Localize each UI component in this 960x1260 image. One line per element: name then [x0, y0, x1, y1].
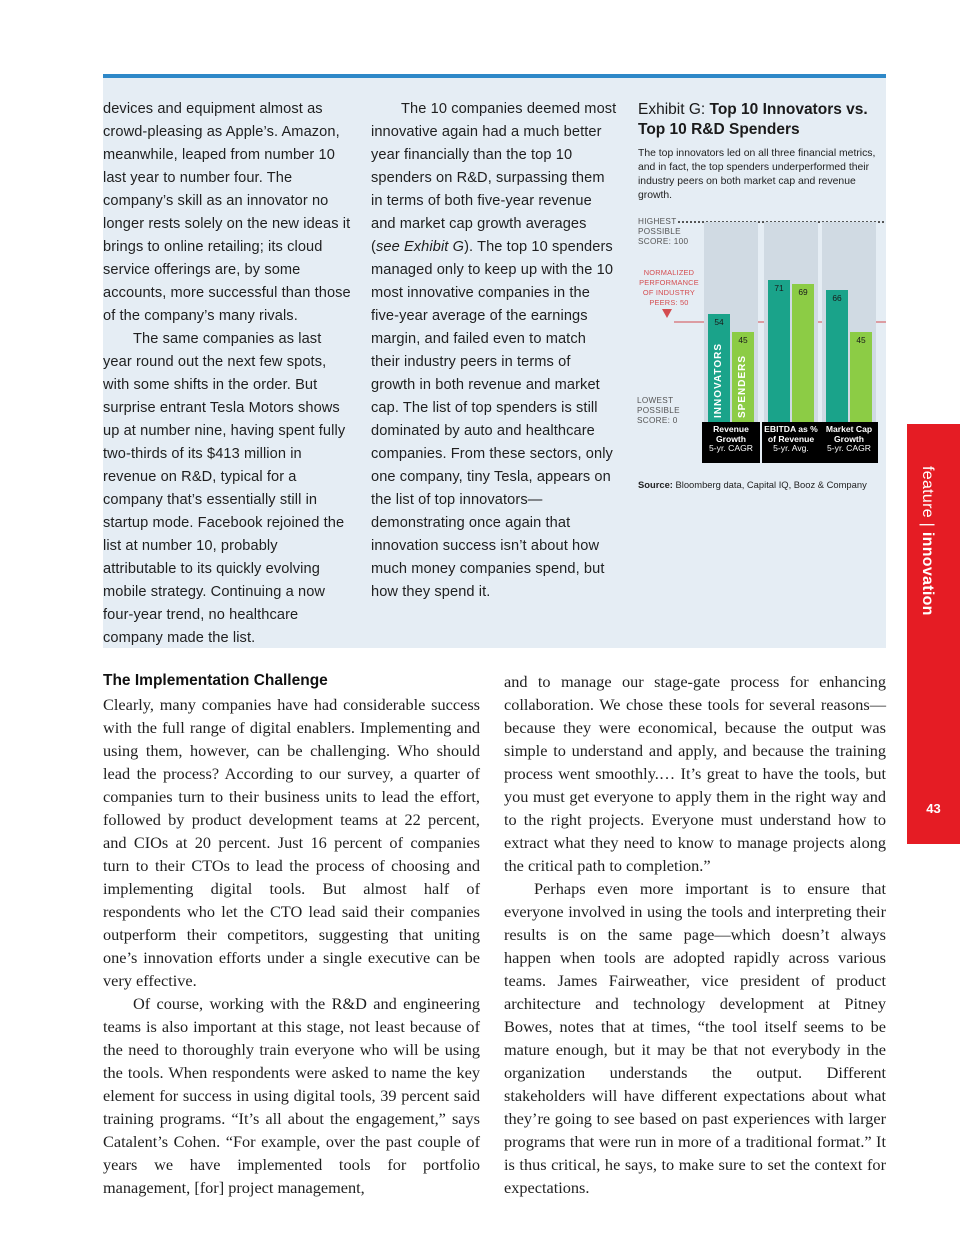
axis-top-label: HIGHEST POSSIBLE SCORE: 100: [638, 217, 689, 246]
category-subtitle: 5-yr. Avg.: [773, 443, 809, 453]
bar-spenders: [792, 284, 814, 422]
section-name: feature: [919, 466, 936, 518]
data-label: 45: [738, 335, 748, 345]
category-subtitle: 5-yr. CAGR: [709, 443, 753, 453]
paragraph: The same companies as last year round out the next few spots, with some shifts in the order. But surprise entrant Tesla Motors shows up at number nine, having spent fully two-thirds of its $413 million in revenue on R&D, typical for a company that’s essentially still in startup mode. Facebook rejoined the list at number 10, probably attributable to its quickly evolving mobile strategy. Continuing a now four-year trend, no healthcare company made the list.: [103, 331, 346, 646]
page-number: 43: [926, 801, 941, 816]
paragraph: devices and equipment almost as crowd-pleasing as Apple’s. Amazon, meanwhile, leaped from number 10 last year to number four. The company’s skill as an innovator no longer rests solely on the new ideas it brings to online retailing; its cloud service offerings are, by some accounts, more successful than those of the company’s many rivals.: [103, 101, 351, 324]
category-name: Revenue Growth: [713, 424, 749, 444]
exhibit-chart: [634, 212, 888, 470]
bar-spenders: [850, 332, 872, 422]
data-label: 69: [798, 287, 808, 297]
text-run: The 10 companies deemed most innovative again had a much better year financially than the top 10 spenders on R&D, surpassing them in terms of both five-year revenue and market cap growth averages (: [371, 101, 617, 255]
category-subtitle: 5-yr. CAGR: [827, 443, 871, 453]
reference-marker-icon: [662, 309, 672, 318]
bottom-column-1: [103, 693, 480, 1199]
section-label: [918, 466, 936, 616]
section-separator: |: [919, 517, 936, 532]
top-column-2: [371, 98, 617, 604]
data-label: 45: [856, 335, 866, 345]
source-text: Bloomberg data, Capital IQ, Booz & Company: [672, 479, 867, 490]
section-heading: The Implementation Challenge: [103, 672, 328, 689]
category-label: [702, 422, 760, 463]
data-label: 66: [832, 293, 842, 303]
exhibit-reference: see Exhibit G: [375, 239, 465, 255]
axis-bottom-label: LOWEST POSSIBLE SCORE: 0: [637, 396, 680, 425]
paragraph: [371, 98, 617, 604]
bottom-column-2: [504, 670, 886, 1199]
data-label: 54: [714, 317, 724, 327]
exhibit-description: The top innovators led on all three financial metrics, and in fact, the top spenders underperformed their industry peers on both market cap and revenue growth.: [638, 148, 876, 201]
category-label: [820, 422, 878, 463]
text-run: ). The top 10 spenders managed only to keep up with the 10 most innovative companies in the five-year average of the earnings margin, and failed even to match their industry peers in terms of growth in both revenue and market cap. The list of top spenders is still dominated by auto and healthcare companies. From these sectors, only one company, tiny Tesla, appears on the list of top innovators—demonstrating once again that innovation success isn’t about how much money companies spend, but how they spend it.: [371, 239, 614, 600]
exhibit-title: [638, 100, 886, 140]
series-label-spenders: SPENDERS: [737, 354, 748, 418]
category-name: EBITDA as % of Revenue: [764, 424, 818, 444]
source-label: Source:: [638, 479, 673, 490]
paragraph: Of course, working with the R&D and engineering teams is also important at this stage, not least because of the need to thoroughly train everyone who will be using the tools. When respondents were asked to name the key element for success in using digital tools, 39 percent said training programs. “It’s all about the engagement,” says Catalent’s Cohen. “For example, over the past couple of years we have implemented tools for portfolio management, [for] project management,: [103, 994, 480, 1197]
category-label: [762, 422, 820, 463]
exhibit-source: [638, 479, 867, 490]
paragraph: Perhaps even more important is to ensure that everyone involved in using the tools and interpreting their results is on the same page—which doesn’t always happen when tools are adopted rapidly across various teams. James Fairweather, vice president of product architecture and technology development at Pitney Bowes, notes that at times, “the tool itself seems to be mature enough, but it may be that not everybody in the organization understands the output. Different stakeholders will have different expectations about what they’re going to see based on past experiences with larger programs that were run in more of a traditional format.” It is thus critical, he says, to make sure to set the context for expectations.: [504, 879, 886, 1197]
series-label-innovators: INNOVATORS: [713, 342, 724, 418]
panel-top-rule: [103, 74, 886, 78]
reference-label: NORMALIZED PERFORMANCE OF INDUSTRY PEERS: 50: [639, 268, 699, 307]
exhibit-title-text: Top 10 Innovators vs. Top 10 R&D Spenders: [638, 101, 868, 138]
top-column-1: [103, 98, 351, 650]
bar-innovators: [768, 280, 790, 422]
bar-innovators: [826, 290, 848, 422]
section-topic: innovation: [919, 531, 936, 616]
exhibit-header: [638, 100, 886, 203]
exhibit-label: Exhibit G:: [638, 101, 710, 118]
paragraph: Clearly, many companies have had considerable success with the full range of digital enablers. Implementing and using them, however, can be challenging. Who should lead the process? According to our survey, a quarter of companies turn to their business units to lead the effort, followed by product development teams at 22 percent, and CIOs at 20 percent. Just 16 percent of companies turn to their CTOs to lead the process of choosing and implementing digital tools. But almost half of respondents who let the CTO lead said their companies outperform their competitors, suggesting that uniting one’s innovation efforts under a single executive can be very effective.: [103, 695, 480, 990]
data-label: 71: [774, 283, 784, 293]
paragraph: and to manage our stage-gate process for enhancing collaboration. We chose these tools for several reasons—because they were economical, because the output was simple to understand and apply, and because the training process went smoothly.… It’s great to have the tools, but you must get everyone to apply them in the right way and to the right projects. Everyone must understand how to extract what they need to know to manage projects along the critical path to completion.”: [504, 672, 886, 875]
category-name: Market Cap Growth: [825, 424, 873, 444]
